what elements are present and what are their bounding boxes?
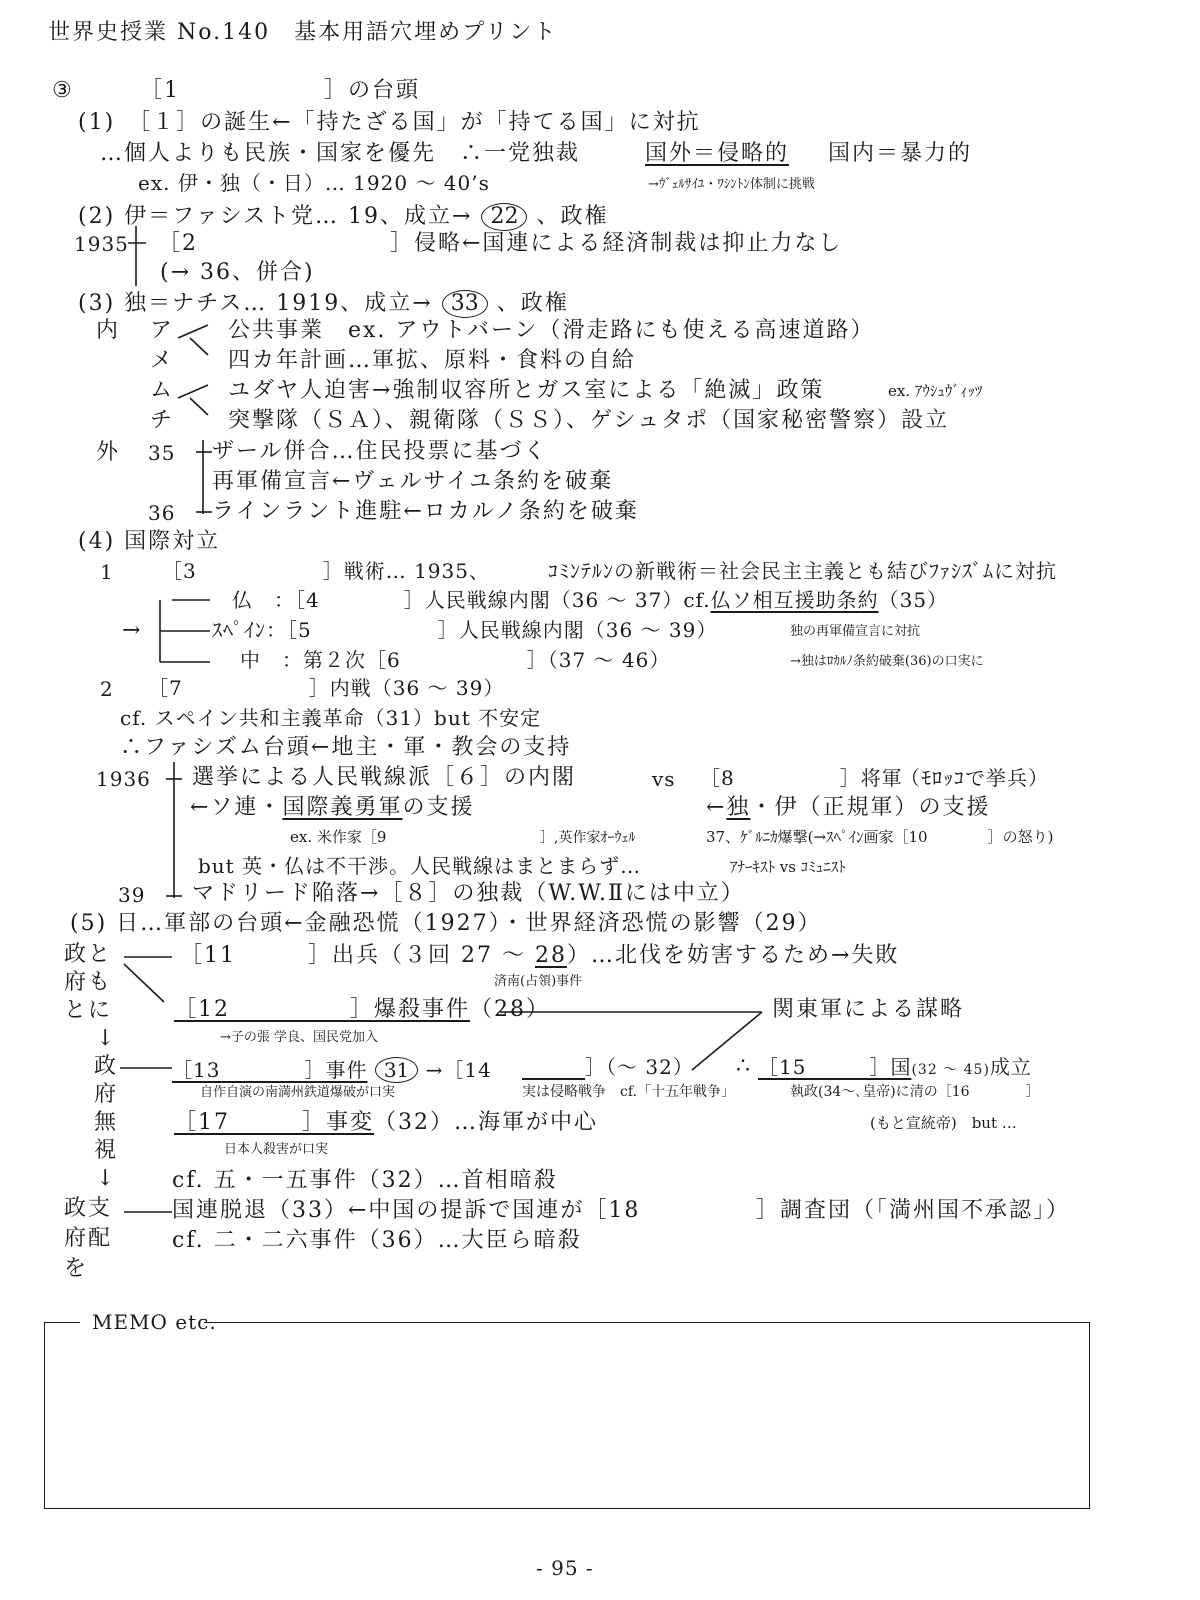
memo-line-left xyxy=(44,1322,80,1323)
p4-vs: vs xyxy=(652,767,676,791)
p4-germany: 独 xyxy=(726,795,751,820)
memo-line-right xyxy=(204,1322,1090,1323)
p4-axis-arrow: ← xyxy=(706,795,727,820)
p5-jinan-note: 済南(占領)事件 xyxy=(494,974,583,989)
p5-puyi-note: 執政(34～､皇帝)に清の［16 ］ xyxy=(790,1084,1040,1100)
p5-bombing-text: ［12 ］爆殺事件 xyxy=(174,997,470,1022)
p5-manchukuo-years: (32 ～ 45) xyxy=(911,1062,990,1078)
p2-text-end: 、政権 xyxy=(536,204,609,229)
p5-side1-3: とに xyxy=(64,998,113,1023)
p3-year-35: 35 xyxy=(148,441,176,465)
page-number: - 95 - xyxy=(536,1556,594,1580)
p4-soviet-end: の支援 xyxy=(402,795,475,820)
p1-domestic: 国内＝暴力的 xyxy=(828,141,973,166)
p5-pretext-note: 自作自演の南満州鉄道爆破が口実 xyxy=(200,1085,396,1100)
p4-line1-comintern: ｺﾐﾝﾃﾙﾝの新戦術＝社会民主主義とも結びﾌｧｼｽﾞﾑに対抗 xyxy=(548,559,1057,583)
p3-item1: 公共事業 ex. アウトバーン（滑走路にも使える高速道路） xyxy=(228,318,875,343)
p5-kwantung-plot: 関東軍による謀略 xyxy=(772,997,965,1022)
p4-us-writer: ex. 米作家［9 xyxy=(290,828,387,846)
p4-year-39: 39 xyxy=(118,883,146,907)
memo-label: MEMO etc. xyxy=(88,1312,221,1332)
p5-side3-2: 府配 xyxy=(64,1226,113,1251)
p4-spanish-revolution: cf. スペイン共和主義革命（31）but 不安定 xyxy=(120,706,542,730)
p1-example: ex. 伊・独（・日）… 1920 ～ 40’s xyxy=(138,171,490,195)
p5-arrow-down-1: ↓ xyxy=(96,1026,117,1051)
p5-manchukuo-est: 成立 xyxy=(989,1055,1032,1079)
p5-bombing-year: （28） xyxy=(470,997,550,1022)
p5-side2-4: 視 xyxy=(94,1138,119,1163)
p5-invasion-note: 実は侵略戦争 cf.「十五年戦争」 xyxy=(522,1084,735,1100)
p5-lytton: ］調査団（「満州国不承認」） xyxy=(756,1198,1071,1223)
p4-fascism-rise: ∴ファシズム台頭←地主・軍・教会の支持 xyxy=(120,735,572,760)
p4-china-note: →独はﾛｶﾙﾉ条約破棄(36)の口実に xyxy=(790,654,984,669)
p5-therefore: ∴ xyxy=(736,1054,752,1079)
p5-shanghai-note: 日本人殺害が口実 xyxy=(224,1142,329,1157)
p5-side1-2: 府も xyxy=(64,970,113,995)
p3-circled-year: 33 xyxy=(442,290,488,318)
p3-foreign-label: 外 xyxy=(96,440,121,465)
p4-spanish-war: ［7 ］内戦（36 ～ 39） xyxy=(148,676,505,700)
p5-manchukuo-text: ［15 ］国 xyxy=(758,1055,912,1079)
p1-line1: (1) ［１］の誕生←「持たざる国」が「持てる国」に対抗 xyxy=(78,110,701,135)
p5-puyi-note2: (もと宣統帝) but … xyxy=(870,1114,1017,1132)
p5-side2-3: 無 xyxy=(94,1110,119,1135)
p5-side3-3: を xyxy=(64,1256,89,1281)
p3-kana-chi: チ xyxy=(150,408,175,433)
p4-orwell: ］,英作家ｵｰｳｪﾙ xyxy=(540,830,636,846)
p3-text: (3) 独＝ナチス… 1919、成立→ xyxy=(78,291,433,316)
p4-year-1936: 1936 xyxy=(96,767,151,791)
section-number: ③ xyxy=(52,78,74,103)
p4-popular-front: 選挙による人民戦線派［６］の内閣 xyxy=(192,765,577,790)
p5-incident-end: ］（～ 32） xyxy=(585,1055,694,1079)
p5-expedition-28: 28 xyxy=(534,943,567,968)
p4-france-year: （35） xyxy=(878,588,949,612)
p5-shanghai-text: ［17 ］事変 xyxy=(174,1110,374,1135)
p5-league-exit: 国連脱退（33）←中国の提訴で国連が［18 xyxy=(172,1198,641,1223)
p4-france-text: 仏 ：［4 ］人民戦線内閣（36 ～ 37）cf. xyxy=(232,588,711,612)
p4-number-1: 1 xyxy=(100,560,114,584)
p4-china: 中 ：第２次［6 ］（37 ～ 46） xyxy=(240,648,671,672)
p3-item3: ユダヤ人迫害→強制収容所とガス室による「絶滅」政策 xyxy=(228,378,825,403)
p4-anarchist: ｱﾅｰｷｽﾄ vs ｺﾐｭﾆｽﾄ xyxy=(730,858,846,876)
p4-france-treaty: 仏ソ相互援助条約 xyxy=(710,588,879,612)
p5-side1-1: 政と xyxy=(64,942,113,967)
p2-text: (2) 伊＝ファシスト党… 19、成立→ xyxy=(78,204,473,229)
p3-kana-mu: ム xyxy=(150,378,175,403)
p4-title: (4) 国際対立 xyxy=(78,529,221,554)
p1-line2: …個人よりも民族・国家を優先 ∴一党独裁 xyxy=(100,141,581,166)
p3-year-36: 36 xyxy=(148,501,176,525)
p3-item3-note: ex. ｱｳｼｭｳﾞｨｯﾂ xyxy=(888,382,983,400)
p4-line1: ［3 ］戦術… 1935、 xyxy=(162,559,490,583)
p4-spain-note: 独の再軍備宣言に対抗 xyxy=(790,624,921,639)
memo-box xyxy=(44,1322,1090,1509)
p4-volunteers: 国際義勇軍 xyxy=(282,795,403,820)
p1-note: →ｳﾞｪﾙｻｲﾕ・ﾜｼﾝﾄﾝ体制に挑戦 xyxy=(648,177,815,192)
p5-expedition-text: ［11 ］出兵（３回 27 ～ xyxy=(180,943,526,968)
p5-side2-2: 府 xyxy=(94,1082,119,1107)
p2-circled-year: 22 xyxy=(481,203,527,231)
p3-item2: 四カ年計画…軍拡、原料・食料の自給 xyxy=(228,348,637,373)
p5-zhang-note: →子の張 学良、国民党加入 xyxy=(220,1030,379,1045)
p5-shanghai-end: （32）…海軍が中心 xyxy=(374,1110,598,1135)
p5-may15: cf. 五・一五事件（32）…首相暗殺 xyxy=(172,1168,558,1193)
p4-arrow: → xyxy=(122,618,143,643)
p3-outside2: 再軍備宣言←ヴェルサイユ条約を破棄 xyxy=(212,469,614,494)
p4-general: ［8 ］将軍 xyxy=(700,766,903,790)
p3-domestic-label: 内 xyxy=(96,318,121,343)
p5-side3-1: 政支 xyxy=(64,1196,113,1221)
p4-axis-end: ・伊（正規軍）の支援 xyxy=(750,795,991,820)
p4-soviet: ←ソ連・ xyxy=(190,795,283,820)
p5-incident-text: ［13 ］事件 xyxy=(172,1058,368,1082)
p3-text-end: 、政権 xyxy=(496,291,569,316)
p5-side2-1: 政 xyxy=(94,1054,119,1079)
p5-feb26: cf. 二・二六事件（36）…大臣ら暗殺 xyxy=(172,1228,582,1253)
p3-kana-a: ア xyxy=(150,318,175,343)
p2-year-1935: 1935 xyxy=(74,232,129,256)
p5-incident-year: 31 xyxy=(375,1057,418,1083)
p2-line2: ［2 ］侵略←国連による経済制裁は抑止力なし xyxy=(158,231,843,256)
p3-item4: 突撃隊（ＳＡ）、親衛隊（ＳＳ）、ゲシュタポ（国家秘密警察）設立 xyxy=(228,408,950,433)
p5-arrow-down-2: ↓ xyxy=(96,1166,117,1191)
section-title: ［1 ］の台頭 xyxy=(140,78,420,103)
p3-kana-me: メ xyxy=(150,348,175,373)
p4-guernica: 37、ｹﾞﾙﾆｶ爆撃(→ｽﾍﾟｲﾝ画家［10 ］の怒り) xyxy=(706,828,1054,846)
p5-incident-14: →［14 xyxy=(425,1058,492,1082)
p3-outside1: ザール併合…住民投票に基づく xyxy=(212,439,548,464)
p2-line3: (→ 36、併合) xyxy=(160,260,315,285)
p4-general-note: （ﾓﾛｯｺで挙兵） xyxy=(900,766,1049,790)
p4-number-2: 2 xyxy=(100,677,114,701)
p5-line1: (5) 日…軍部の台頭←金融恐慌（1927）・世界経済恐慌の影響（29） xyxy=(70,911,822,936)
page-title: 世界史授業 No.140 基本用語穴埋めプリント xyxy=(48,20,558,45)
p4-spain: ｽﾍﾟｲﾝ：［5 ］人民戦線内閣（36 ～ 39） xyxy=(212,618,718,642)
p4-nonintervention: but 英・仏は不干渉。人民戦線はまとまらず… xyxy=(198,854,642,878)
p1-foreign: 国外＝侵略的 xyxy=(645,141,790,166)
p3-outside3: ラインラント進駐←ロカルノ条約を破棄 xyxy=(212,499,639,524)
p5-expedition-end: ）…北伐を妨害するため→失敗 xyxy=(566,943,900,968)
p4-madrid-fall: マドリード陥落→［８］の独裁（W.W.Ⅱには中立） xyxy=(192,881,745,906)
